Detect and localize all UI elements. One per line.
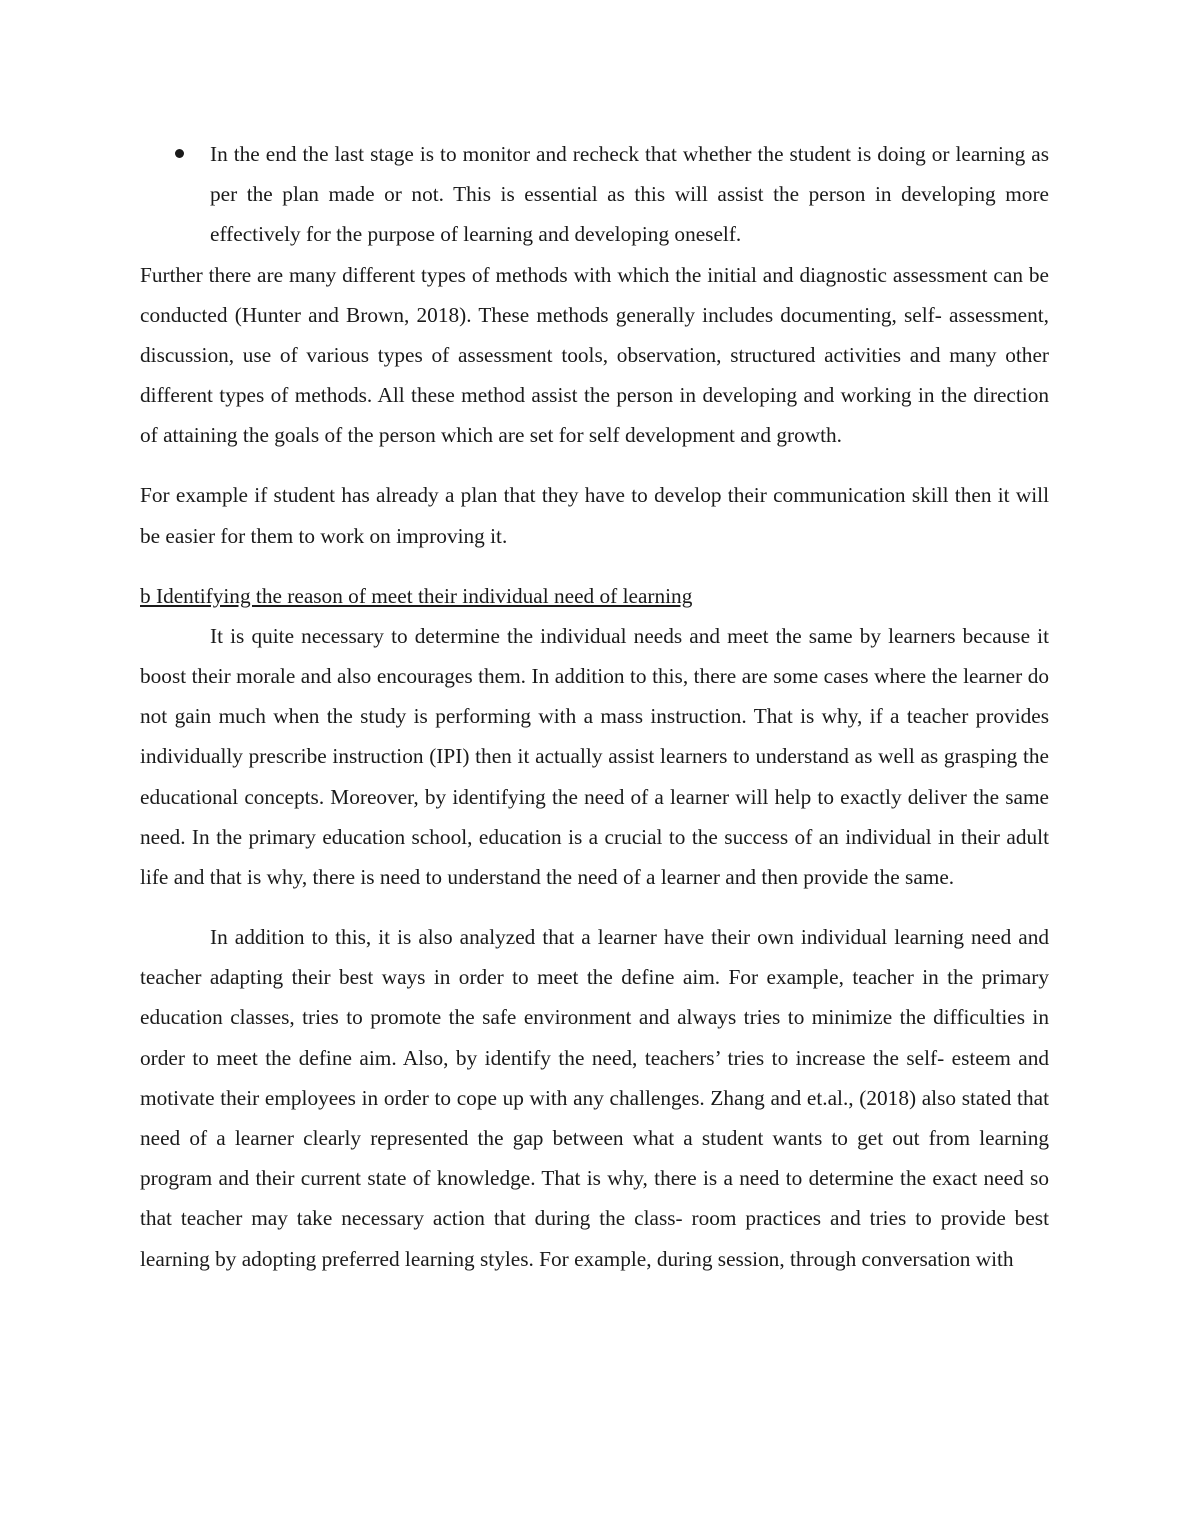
bullet-text: In the end the last stage is to monitor and recheck that whether the student is doing or learning as per the plan made or not. This is essential as this will assist the person in developing more effectively for the purpose of learning and developing oneself. xyxy=(210,142,1049,247)
paragraph-spacer xyxy=(140,456,1049,476)
bullet-icon xyxy=(175,134,185,174)
document-page xyxy=(140,134,1049,1279)
paragraph-methods: Further there are many different types of methods with which the initial and diagnostic assessment can be conducted (Hunter and Brown, 2018). These methods generally includes documenting, self- assessment, discussion, use of various types of assessment tools, observation, structured activities and many other different types of methods. All these method assist the person in developing and working in the direction of attaining the goals of the person which are set for self development and growth. xyxy=(140,262,1049,448)
paragraph-analysis: In addition to this, it is also analyzed that a learner have their own individual learning need and teacher adapting their best ways in order to meet the define aim. For example, teacher in the primary education classes, tries to promote the safe environment and always tries to minimize the difficulties in order to meet the define aim. Also, by identify the need, teachers’ tries to increase the self- esteem and motivate their employees in order to cope up with any challenges. Zhang and et.al., (2018) also stated that need of a learner clearly represented the gap between what a student wants to get out from learning program and their current state of knowledge. That is why, there is a need to determine the exact need so that teacher may take necessary action that during the class- room practices and tries to provide best learning by adopting preferred learning styles. For example, during session, through conversation with xyxy=(140,925,1049,1271)
paragraph-example: For example if student has already a plan that they have to develop their communication skill then it will be easier for them to work on improving it. xyxy=(140,483,1049,548)
bullet-list-item xyxy=(140,134,1049,255)
paragraph-spacer xyxy=(140,556,1049,576)
paragraph-spacer xyxy=(140,897,1049,917)
section-heading: b Identifying the reason of meet their individual need of learning xyxy=(140,583,693,608)
paragraph-needs: It is quite necessary to determine the individual needs and meet the same by learners because it boost their morale and also encourages them. In addition to this, there are some cases where the learner do not gain much when the study is performing with a mass instruction. That is why, if a teacher provides individually prescribe instruction (IPI) then it actually assist learners to understand as well as grasping the educational concepts. Moreover, by identifying the need of a learner will help to exactly deliver the same need. In the primary education school, education is a crucial to the success of an individual in their adult life and that is why, there is need to understand the need of a learner and then provide the same. xyxy=(140,623,1049,890)
